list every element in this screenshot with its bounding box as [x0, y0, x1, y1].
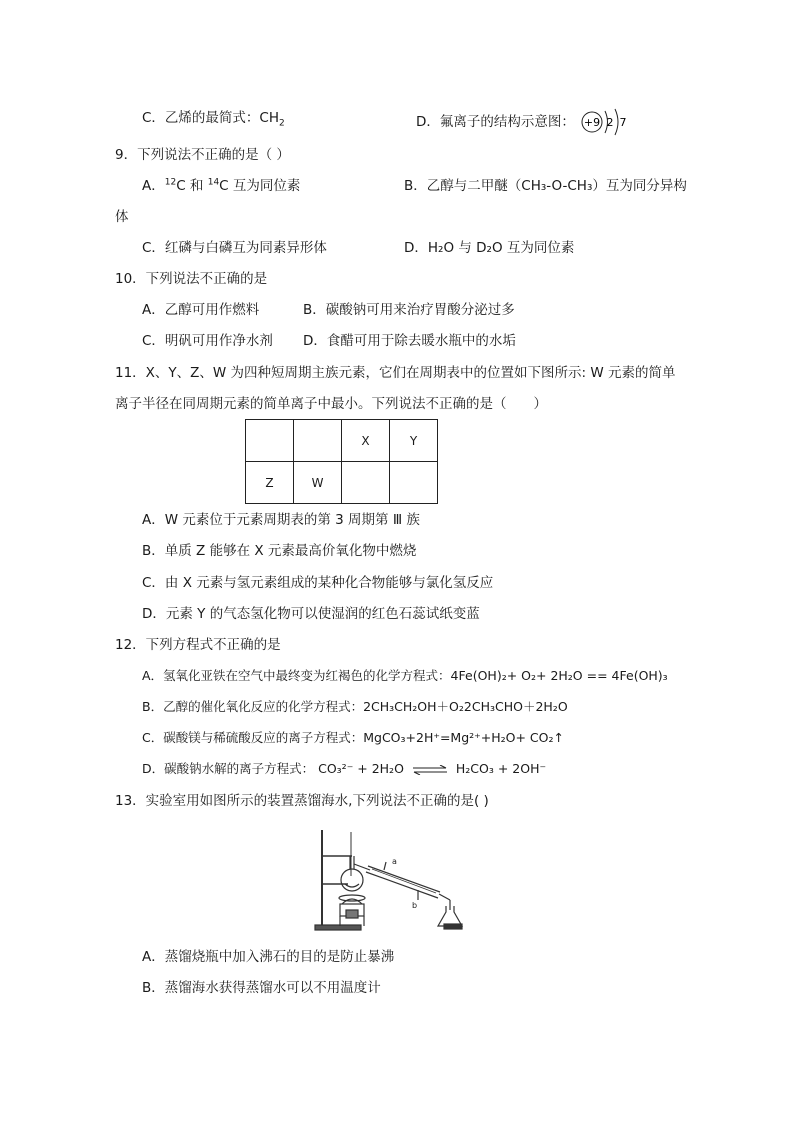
table-cell: [342, 462, 390, 504]
q12-option-b: B．乙醇的催化氧化反应的化学方程式：2CH₃CH₂OH＋O₂2CH₃CHO＋2H₂O: [142, 699, 568, 714]
q9-option-a: A．$^{12}$C 和 $^{14}$C 互为同位素: [142, 177, 301, 194]
outlet-label-b: b: [412, 901, 418, 910]
q9-stem: 9．下列说法不正确的是（ ）: [115, 147, 290, 163]
q11-stem-line2: 离子半径在同周期元素的简单离子中最小。下列说法不正确的是（ ）: [115, 396, 547, 412]
q10-stem: 10．下列说法不正确的是: [115, 271, 268, 287]
table-cell: X: [342, 420, 390, 462]
q8-option-c: C．乙烯的最简式：$CH_2$: [142, 110, 285, 129]
table-cell: Y: [390, 420, 438, 462]
q9-option-b: B．乙醇与二甲醚（CH₃-O-CH₃）互为同分异构: [404, 178, 687, 194]
q9-option-b-wrap: 体: [115, 209, 129, 225]
q9-option-d: D．H₂O 与 D₂O 互为同位素: [404, 240, 575, 256]
q11-option-a: A．W 元素位于元素周期表的第 3 周期第 Ⅲ 族: [142, 512, 420, 528]
table-cell: [246, 420, 294, 462]
q12-option-c: C．碳酸镁与稀硫酸反应的离子方程式：MgCO₃+2H⁺=Mg²⁺+H₂O+ CO₂↑: [142, 730, 564, 745]
q10-option-c: C．明矾可用作净水剂: [142, 333, 273, 349]
inlet-label-a: a: [392, 857, 397, 866]
q9-option-c: C．红磷与白磷互为同素异形体: [142, 240, 327, 256]
shell-1-electrons: 2: [606, 116, 614, 129]
q10-option-a: A．乙醇可用作燃料: [142, 302, 260, 318]
q10-option-d: D．食醋可用于除去暖水瓶中的水垢: [303, 333, 516, 349]
q10-option-b: B．碳酸钠可用来治疗胃酸分泌过多: [303, 302, 515, 318]
table-cell: Z: [246, 462, 294, 504]
distillation-apparatus-diagram: [312, 826, 472, 934]
q8-option-d: D．氟离子的结构示意图： +9 2 7: [416, 108, 631, 136]
table-row: [246, 420, 438, 462]
table-cell: [294, 420, 342, 462]
q11-option-d: D．元素 Y 的气态氢化物可以使湿润的红色石蕊试纸变蓝: [142, 606, 480, 622]
q12-option-d: D．碳酸钠水解的离子方程式： CO₃²⁻ + 2H₂O H₂CO₃ + 2OH⁻: [142, 761, 547, 776]
shell-2-electrons: 7: [619, 116, 627, 129]
q11-option-c: C．由 X 元素与氢元素组成的某种化合物能够与氯化氢反应: [142, 575, 494, 591]
q13-option-b: B．蒸馏海水获得蒸馏水可以不用温度计: [142, 980, 381, 996]
reversible-arrow-icon: [412, 765, 448, 775]
q12-stem: 12．下列方程式不正确的是: [115, 637, 281, 653]
table-cell: W: [294, 462, 342, 504]
periodic-table-fragment: [245, 419, 438, 504]
q13-stem: 13．实验室用如图所示的装置蒸馏海水,下列说法不正确的是( ): [115, 793, 489, 809]
q13-option-a: A．蒸馏烧瓶中加入沸石的目的是防止暴沸: [142, 949, 395, 965]
table-cell: [390, 462, 438, 504]
table-row: [246, 462, 438, 504]
q11-stem-line1: 11．X、Y、Z、W 为四种短周期主族元素，它们在周期表中的位置如下图所示: W 元素的简单: [115, 365, 676, 381]
q11-option-b: B．单质 Z 能够在 X 元素最高价氧化物中燃烧: [142, 543, 417, 559]
nucleus-charge: +9: [584, 116, 601, 129]
fluoride-ion-structure-diagram: [581, 108, 631, 136]
q12-option-a: A．氢氧化亚铁在空气中最终变为红褐色的化学方程式：4Fe(OH)₂+ O₂+ 2H₂O == 4Fe(OH)₃: [142, 668, 668, 683]
